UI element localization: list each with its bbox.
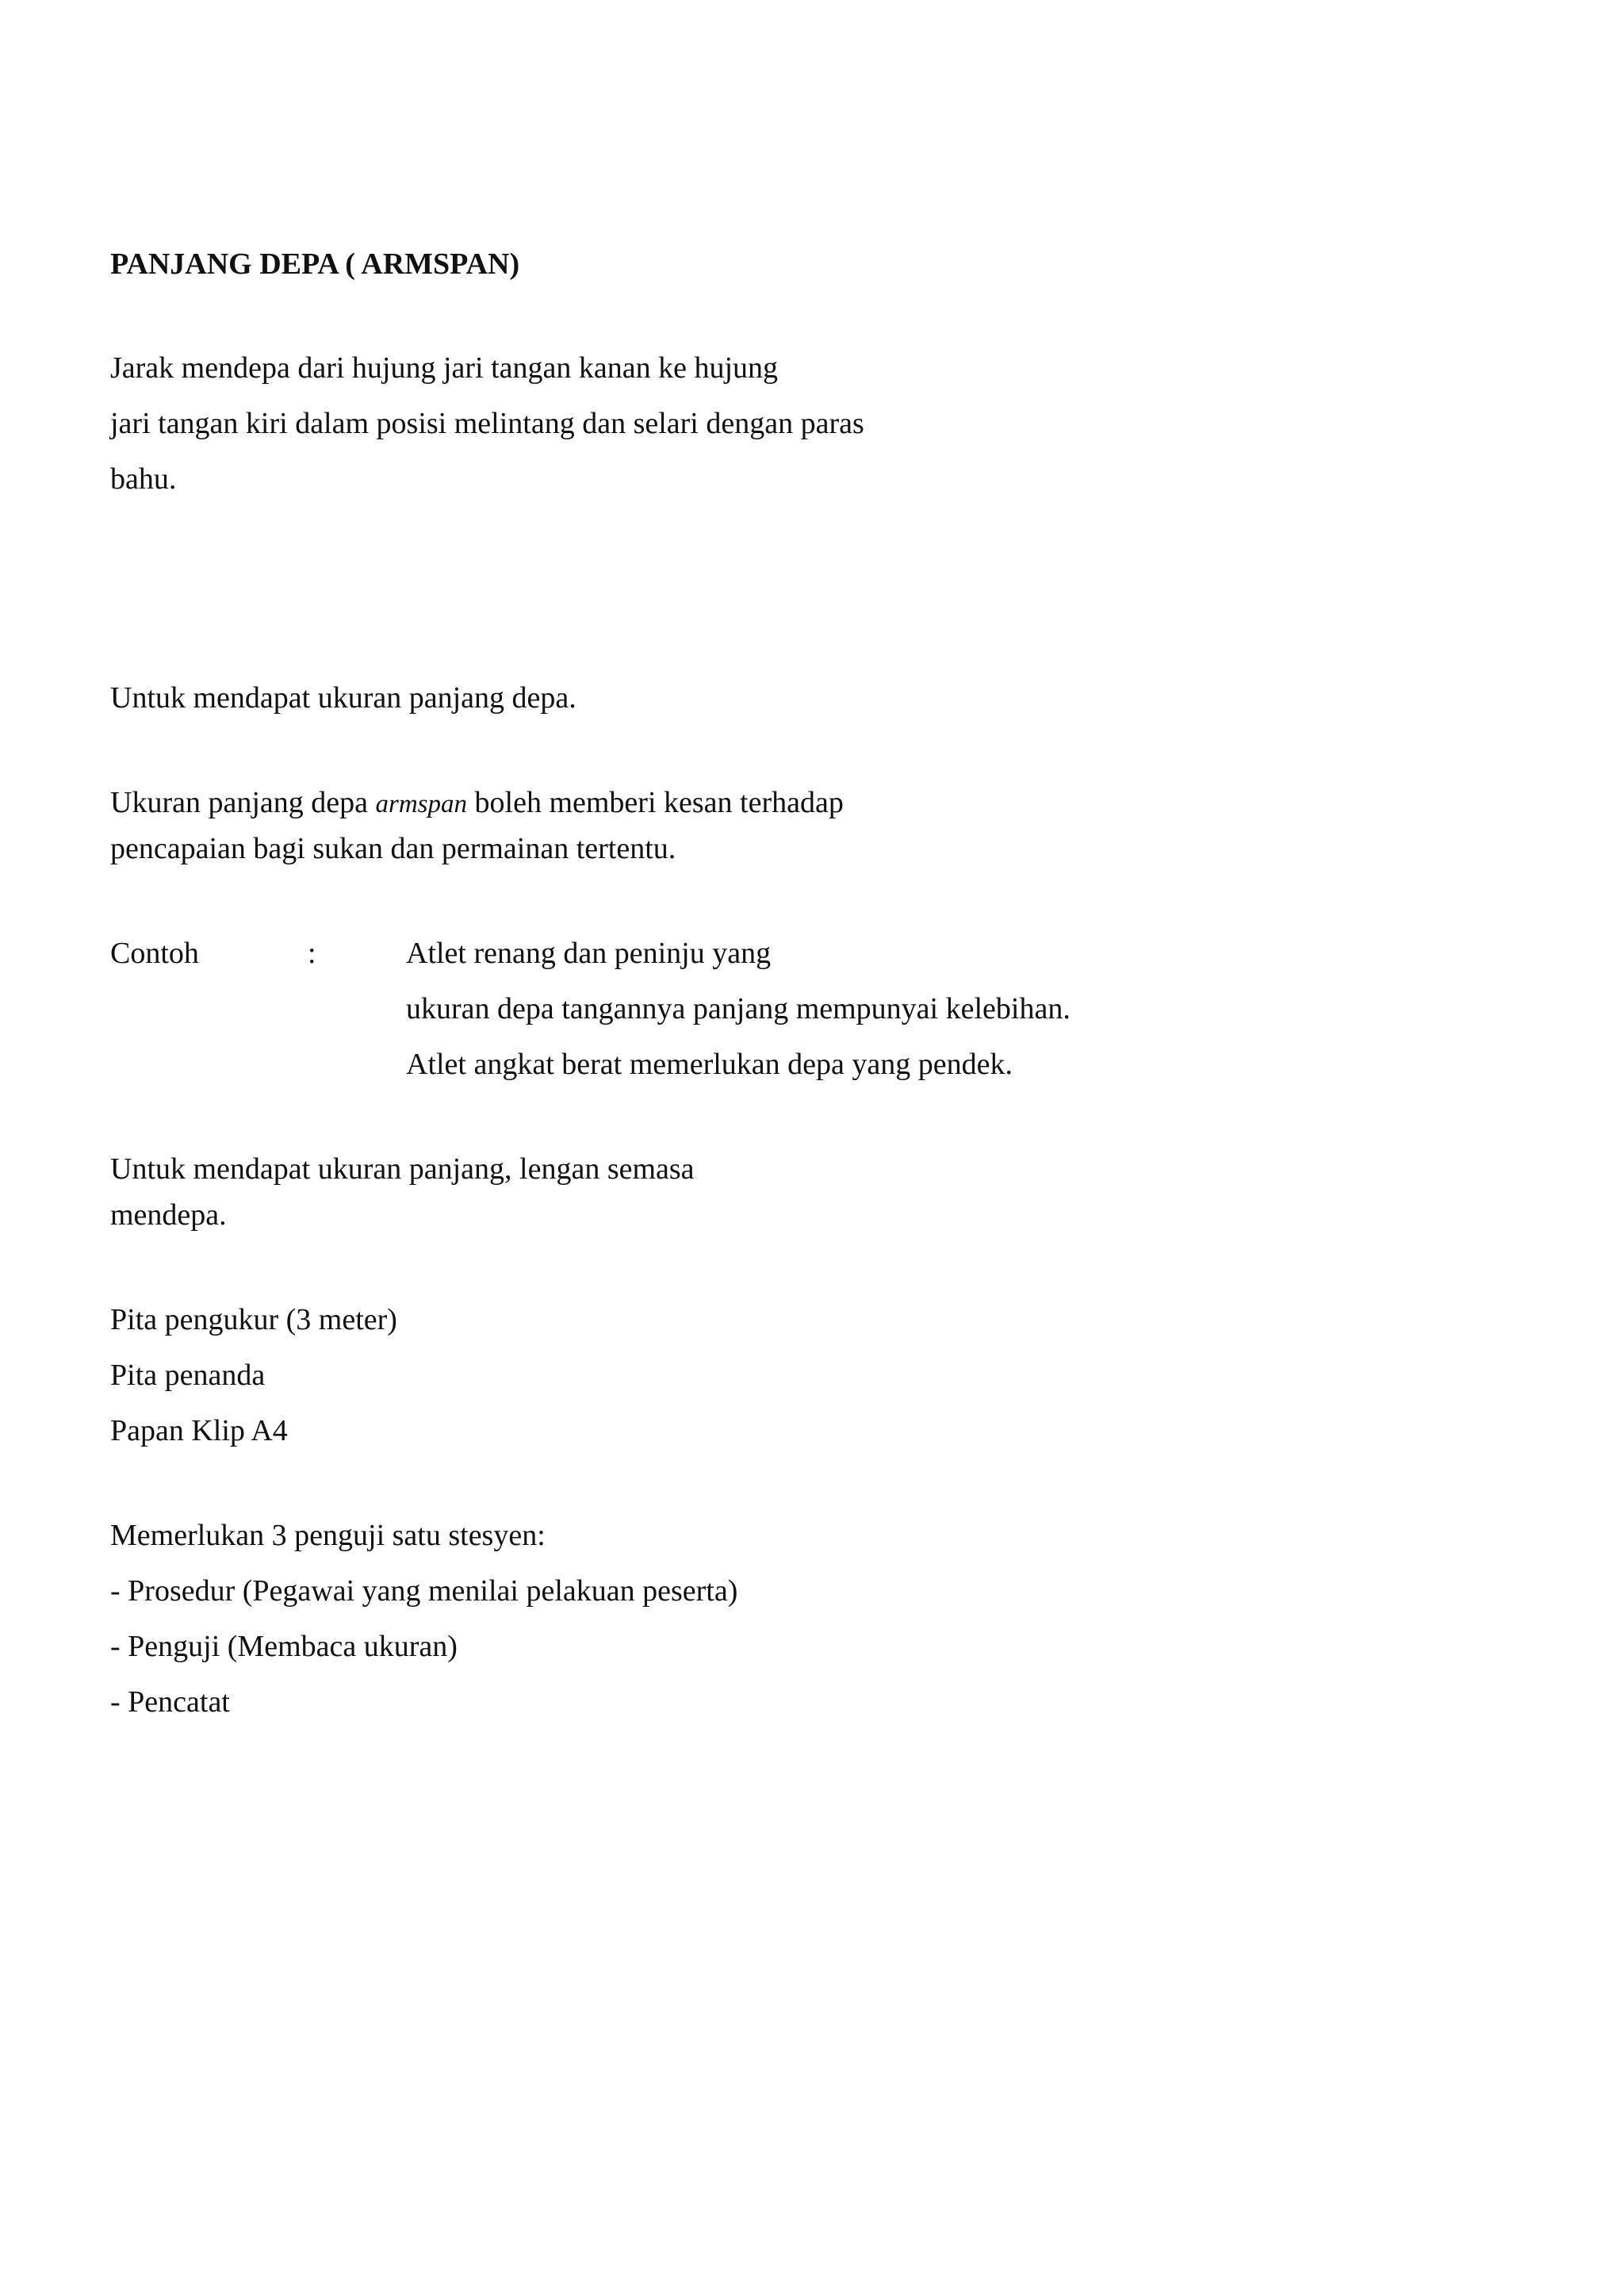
armspan-term: armspan xyxy=(375,790,468,818)
examiner-item: - Prosedur (Pegawai yang menilai pelakuan peserta) xyxy=(110,1574,738,1608)
definition-line-1: Jarak mendepa dari hujung jari tangan kanan ke hujung xyxy=(110,351,779,385)
equipment-item: Papan Klip A4 xyxy=(110,1414,288,1447)
example-line-2: ukuran depa tangannya panjang mempunyai kelebihan. xyxy=(406,992,1071,1025)
purpose-text: Untuk mendapat ukuran panjang depa. xyxy=(110,681,576,715)
significance-line-1 xyxy=(110,784,844,822)
definition-line-2: jari tangan kiri dalam posisi melintang dan selari dengan paras xyxy=(110,407,864,440)
examiners-heading: Memerlukan 3 penguji satu stesyen: xyxy=(110,1519,546,1552)
examiner-item: - Pencatat xyxy=(110,1685,230,1719)
significance-line-2: pencapaian bagi sukan dan permainan tertentu. xyxy=(110,832,676,865)
objective-line-1: Untuk mendapat ukuran panjang, lengan semasa xyxy=(110,1152,695,1186)
page-title: PANJANG DEPA ( ARMSPAN) xyxy=(110,247,520,281)
example-label: Contoh xyxy=(110,937,199,970)
examiner-item: - Penguji (Membaca ukuran) xyxy=(110,1630,458,1663)
significance-before: Ukuran panjang depa xyxy=(110,786,376,819)
example-colon: : xyxy=(308,937,316,970)
example-line-3: Atlet angkat berat memerlukan depa yang pendek. xyxy=(406,1048,1013,1081)
objective-line-2: mendepa. xyxy=(110,1198,227,1232)
equipment-item: Pita penanda xyxy=(110,1359,266,1392)
definition-line-3: bahu. xyxy=(110,462,177,496)
significance-after: boleh memberi kesan terhadap xyxy=(467,786,844,819)
equipment-item: Pita pengukur (3 meter) xyxy=(110,1303,397,1336)
example-line-1: Atlet renang dan peninju yang xyxy=(406,937,772,970)
